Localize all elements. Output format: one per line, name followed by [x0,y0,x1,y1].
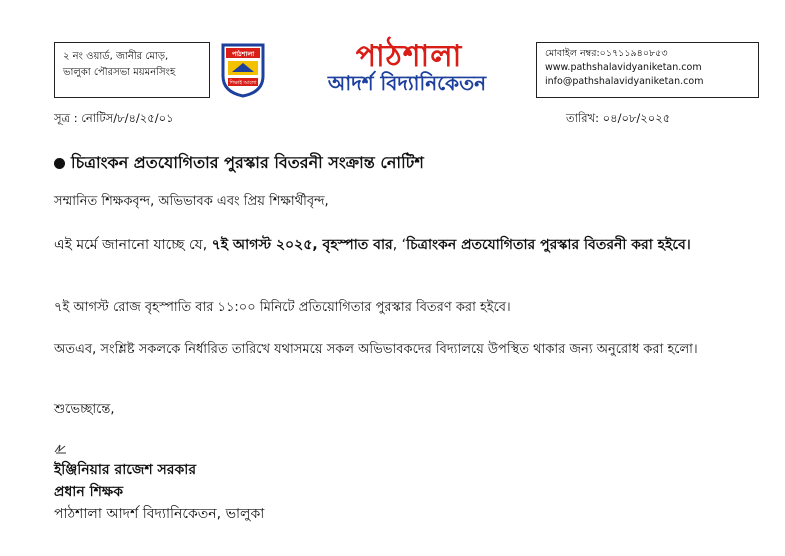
email-link[interactable]: info@pathshalavidyaniketan.com [545,76,704,87]
signatory-institution: পাঠশালা আদর্শ বিদ্যানিকেতন, ভালুকা [54,506,265,522]
announcement-paragraph [54,234,744,256]
closing-line: শুভেচ্ছান্তে, [54,402,115,417]
reference-number: সূত্র : নোটিস/৮/৪/২৫/০১ [54,111,174,125]
bullet-icon [54,158,65,169]
notice-date: তারিখ: ০৪/০৮/২০২৫ [566,111,671,125]
event-date: ৭ই আগস্ট ২০২৫, বৃহস্পাত বার [211,237,393,253]
signatory-designation: প্রধান শিক্ষক [54,484,124,500]
salutation: সম্মানিত শিক্ষকবৃন্দ, অভিভাবক এবং প্রিয় শিক্ষার্থীবৃন্দ, [54,194,329,209]
logo-text-top: পাঠশালা [231,50,255,58]
request-paragraph: অতএব, সংশ্লিষ্ট সকলকে নির্ধারিত তারিখে যথাসময়ে সকল অভিভাবকদের বিদ্যালয়ে উপস্থিত থাকার জন্য অনুরোধ করা হলো। [54,342,698,357]
brand-name-bottom: আদর্শ বিদ্যানিকেতন [327,71,487,95]
logo-text-bottom: শিক্ষাই আলো [229,80,257,86]
address-line-2: ভালুকা পৌরসভা ময়মনসিংহ [63,67,176,78]
contact-box [536,42,759,98]
website-link[interactable]: www.pathshalavidyaniketan.com [545,62,702,73]
address-box [54,42,210,98]
notice-title-text: চিত্রাংকন প্রতযোগিতার পুরস্কার বিতরনী সংক্রান্ত নোটিশ [71,153,424,172]
letterhead [54,39,759,100]
school-logo [220,42,266,98]
phone-number: মোবাইল নম্বর:০১৭১১৯৪০৮৫৩ [545,48,668,59]
schedule-paragraph: ৭ই আগস্ট রোজ বৃহস্পাতি বার ১১:০০ মিনিটে প্রতিয়োগিতার পুরস্কার বিতরণ করা হইবে। [54,300,511,315]
signature-scribble-icon [54,442,68,454]
notice-title [54,150,424,177]
address-line-1: ২ নং ওয়ার্ড, জানীর মোড়, [63,51,169,62]
brand-name-top: পাঠশালা [355,39,463,74]
announcement-intro: এই মর্মে জানানো যাচ্ছে যে, [54,237,212,253]
announcement-separator: , ‘ [392,237,407,253]
event-description: চিত্রাংকন প্রতযোগিতার পুরস্কার বিতরনী করা হইবে। [406,237,691,253]
signatory-name: ইঞ্জিনিয়ার রাজেশ সরকার [54,462,197,478]
